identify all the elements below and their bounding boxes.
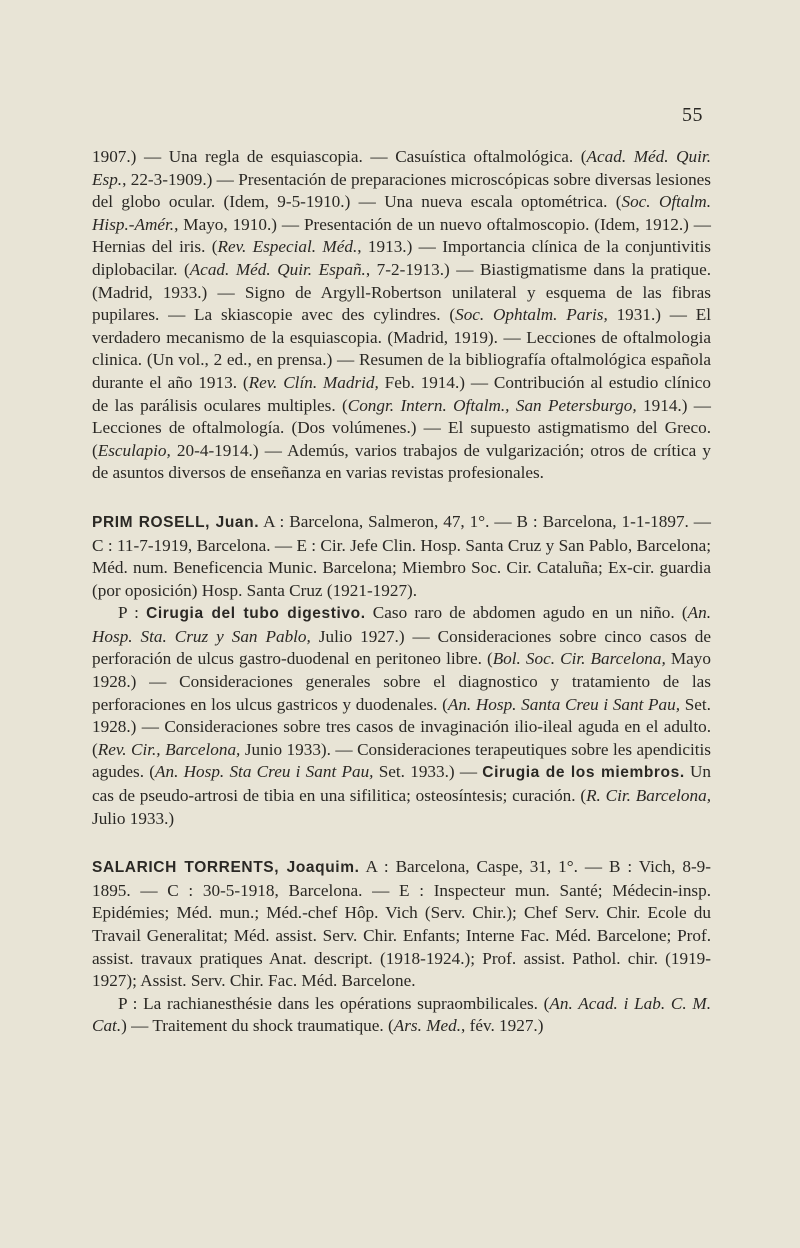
text-run: , fév. 1927.) [461, 1016, 544, 1036]
text-run: , 1913.) — Importancia clínica de la conjuntivitis diplobacilar. ( [92, 237, 711, 279]
text-run: 1914.) — Lecciones de oftalmología. (Dos volúmenes.) — El supuesto astigmatismo del Greco. ( [92, 395, 711, 460]
citation-source: Soc. Ophtalm. Paris, [455, 305, 608, 325]
paragraph-bibliography-continuation [92, 146, 711, 485]
text-run: Feb. 1914.) — Contribución al estudio clínico de las parálisis oculares multiples. ( [92, 372, 711, 415]
citation-source: An. Hosp. Santa Creu i Sant Pau, [447, 694, 681, 714]
text-run: P : La rachianesthésie dans les opérations supraombilicales. ( [118, 993, 550, 1013]
citation-source: Bol. Soc. Cir. Barcelona, [492, 649, 666, 669]
citation-source: Ars. Med. [393, 1016, 462, 1036]
citation-source: Acad. Méd. Quir. Españ. [189, 259, 366, 279]
text-run: A : Barcelona, Salmeron, 47, 1°. — B : Barcelona, 1-1-1897. — C : 11-7-1919, Barcelona. — E : Cir. Jefe Clin. Hosp. Santa Cruz y San Pablo, Barcelona; Méd. num. Beneficencia Munic. Barcelona; Miembro Soc. Cir. Cataluña; Ex-cir. guardia (por oposición) Hosp. Santa Cruz (1921-1927). [92, 511, 711, 600]
text-run: 1907.) — Una regla de esquiascopia. — Casuística oftalmológica. ( [92, 147, 587, 166]
text-run: P : [118, 603, 147, 623]
paragraph-salarich-bio [92, 856, 711, 993]
bold-heading: SALARICH TORRENTS, Joaquim. [92, 859, 360, 877]
citation-source: Acad. Méd. Quir. Esp. [92, 147, 712, 189]
text-run: Julio 1927.) — Consideraciones sobre cinco casos de perforación de ulcus gastro-duodenal en peritoneo libre. ( [92, 626, 711, 669]
bold-heading: Cirugia de los miembros. [482, 764, 685, 782]
citation-source: Esculapio, [97, 440, 171, 460]
citation-source: Rev. Especial. Méd. [217, 237, 358, 257]
paragraph-prim-rosell-pubs [92, 602, 711, 830]
citation-source: Soc. Oftalm. Hisp.-Amér. [92, 192, 712, 234]
text-run: , Mayo, 1910.) — Presentación de un nuevo oftalmoscopio. (Idem, 1912.) — Hernias del iris. ( [92, 214, 711, 257]
bold-heading: PRIM ROSELL, Juan. [92, 513, 260, 531]
text-run: Junio 1933). — Consideraciones terapeutiques sobre les apendicitis agudes. ( [92, 739, 711, 782]
citation-source: Rev. Cir., Barcelona, [97, 739, 241, 759]
page-text [92, 146, 711, 1038]
text-run: Un cas de pseudo-artrosi de tibia en una sifilitica; osteosíntesis; curación. ( [92, 762, 711, 806]
text-run: , 22-3-1909.) — Presentación de preparaciones microscópicas sobre diversas lesiones del globo ocular. (Idem, 9-5-1910.) — Una nueva escala optométrica. ( [92, 169, 711, 212]
text-run: Set. 1933.) — [373, 762, 483, 782]
text-run: A : Barcelona, Caspe, 31, 1°. — B : Vich, 8-9-1895. — C : 30-5-1918, Barcelona. — E : Inspecteur mun. Santé; Médecin-insp. Epidémies; Méd. mun.; Méd.-chef Hôp. Vich (Serv. Chir.); Chef Serv. Chir. Ecole du Travail Generalitat; Méd. assist. Serv. Chir. Enfants; Interne Fac. Méd. Barcelone; Prof. assist. travaux pratiques Anat. descript. (1918-1924.); Prof. assist. Pathol. chir. (1919-1927); Assist. Serv. Chir. Fac. Méd. Barcelone. [92, 857, 711, 991]
citation-source: An. Acad. i Lab. C. M. Cat. [92, 993, 711, 1036]
text-run: Caso raro de abdomen agudo en un niño. ( [365, 603, 688, 623]
text-run: ) — Traitement du shock traumatique. ( [121, 1016, 394, 1036]
text-run: 20-4-1914.) — Ademús, varios trabajos de vulgarización; otros de crítica y de asuntos diversos de enseñanza en varias revistas profesionales. [92, 440, 711, 483]
text-run: Julio 1933.) [92, 808, 175, 828]
text-run: Set. 1928.) — Consideraciones sobre tres casos de invaginación ilio-ileal aguda en el adulto. ( [92, 694, 711, 759]
bold-heading: Cirugia del tubo digestivo. [146, 605, 366, 623]
citation-source: R. Cir. Barcelona, [586, 786, 711, 806]
paragraph-prim-rosell-bio [92, 511, 711, 602]
citation-source: Rev. Clín. Madrid, [248, 372, 379, 392]
text-run: Mayo 1928.) — Consideraciones generales sobre el diagnostico y tratamiento de las perforaciones en los ulcus gastricos y duodenales. ( [92, 649, 711, 714]
text-run: , 7-2-1913.) — Biastigmatisme dans la pratique. (Madrid, 1933.) — Signo de Argyll-Robertson unilateral y esquema de las fibras pupilares. — La skiascopie avec des cylindres. ( [92, 259, 711, 325]
citation-source: An. Hosp. Sta. Cruz y San Pablo, [92, 603, 711, 646]
text-run: 1931.) — El verdadero mecanismo de la esquiascopia. (Madrid, 1919). — Lecciones de oftalmologia clinica. (Un vol., 2 ed., en prensa.) — Resumen de la bibliografía oftalmológica española durante el año 1913. ( [92, 305, 712, 392]
paragraph-salarich-pubs [92, 993, 711, 1038]
citation-source: Congr. Intern. Oftalm., San Petersburgo, [347, 395, 637, 415]
citation-source: An. Hosp. Sta Creu i Sant Pau, [155, 762, 374, 782]
page-number: 55 [682, 104, 703, 126]
